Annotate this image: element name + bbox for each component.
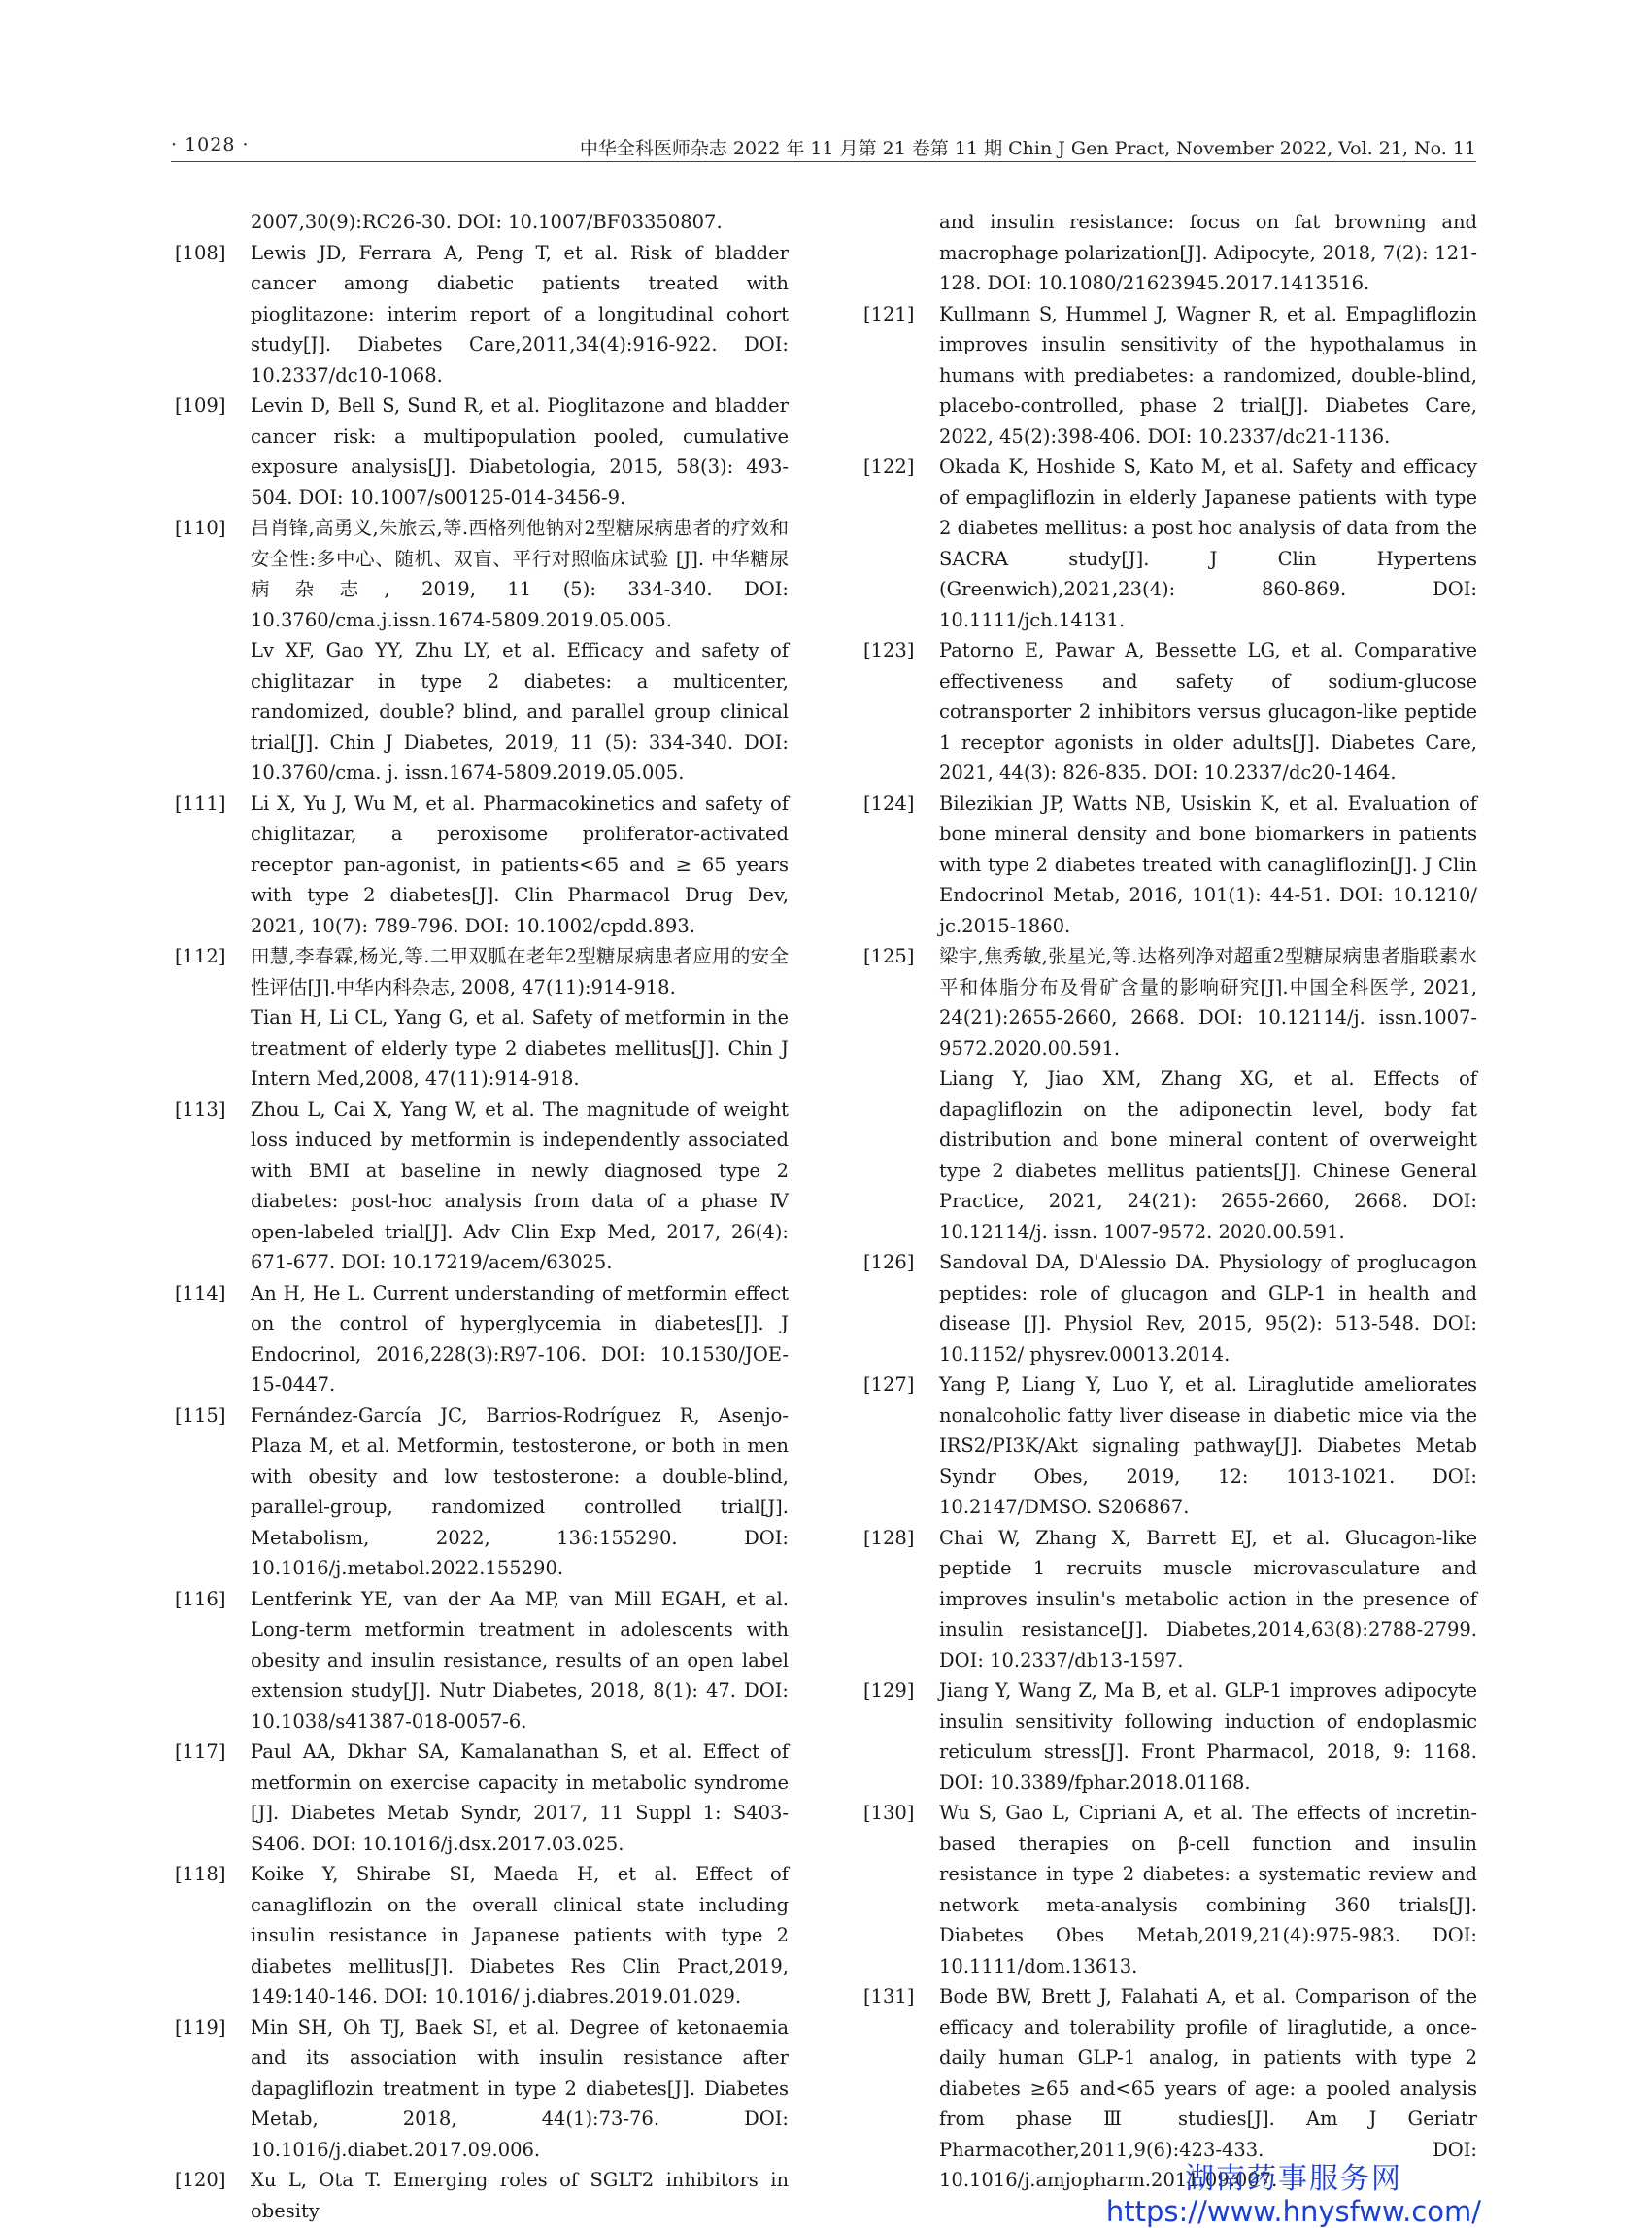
reference-entry xyxy=(863,1063,1477,1247)
reference-entry xyxy=(175,2012,789,2166)
reference-text: Bode BW, Brett J, Falahati A, et al. Comparison of the efficacy and tolerability profile of liraglutide, a once-daily human GLP-1 analog, in patients with type 2 diabetes ≥65 and<65 years of age: a pooled analysis from phase Ⅲ studies[J]. Am J Geriatr Pharmacother,2011,9(6):423-433. DOI: 10.1016/j.amjopharm.2011.09.007. xyxy=(939,1985,1477,2191)
reference-number: [112] xyxy=(175,945,226,967)
reference-number: [126] xyxy=(863,1251,915,1273)
reference-text: Lewis JD, Ferrara A, Peng T, et al. Risk of bladder cancer among diabetic patients treated with pioglitazone: interim report of a longitudinal cohort study[J]. Diabetes Care,2011,34(4):916-922. DOI: 10.2337/dc10-1068. xyxy=(251,241,789,387)
reference-entry xyxy=(175,789,789,942)
reference-text: Lentferink YE, van der Aa MP, van Mill EGAH, et al. Long-term metformin treatment in adolescents with obesity and insulin resistance, results of an open label extension study[J]. Nutr Diabetes, 2018, 8(1): 47. DOI: 10.1038/s41387-018-0057-6. xyxy=(251,1587,789,1733)
reference-entry xyxy=(863,1369,1477,1523)
reference-entry xyxy=(175,1095,789,1278)
reference-entry xyxy=(175,1002,789,1095)
reference-text: Patorno E, Pawar A, Bessette LG, et al. Comparative effectiveness and safety of sodium-glucose cotransporter 2 inhibitors versus glucagon-like peptide 1 receptor agonists in older adults[J]. Diabetes Care, 2021, 44(3): 826-835. DOI: 10.2337/dc20-1464. xyxy=(939,639,1477,784)
reference-number xyxy=(175,1002,251,1095)
running-header xyxy=(171,130,1476,162)
reference-entry xyxy=(863,1675,1477,1798)
reference-number: [115] xyxy=(175,1403,226,1427)
reference-number: [125] xyxy=(863,945,915,967)
reference-number: [117] xyxy=(175,1740,226,1763)
reference-number: [123] xyxy=(863,639,915,661)
reference-text: Li X, Yu J, Wu M, et al. Pharmacokinetics and safety of chiglitazar, a peroxisome proliferator-activated receptor pan-agonist, in patients<65 and ≥ 65 years with type 2 diabetes[J]. Clin Pharmacol Drug Dev, 2021, 10(7): 789-796. DOI: 10.1002/cpdd.893. xyxy=(251,792,789,937)
reference-number: [129] xyxy=(863,1679,915,1702)
reference-entry xyxy=(175,635,789,789)
reference-number: [119] xyxy=(175,2015,226,2039)
reference-entry xyxy=(863,207,1477,299)
reference-number: [113] xyxy=(175,1097,226,1121)
reference-entry xyxy=(863,452,1477,635)
reference-text: Jiang Y, Wang Z, Ma B, et al. GLP-1 improves adipocyte insulin sensitivity following induction of endoplasmic reticulum stress[J]. Front Pharmacol, 2018, 9: 1168. DOI: 10.3389/fphar.2018.01168. xyxy=(939,1679,1477,1794)
reference-text: Kullmann S, Hummel J, Wagner R, et al. Empagliflozin improves insulin sensitivity of the hypothalamus in humans with prediabetes: a randomized, double-blind, placebo-controlled, phase 2 trial[J]. Diabetes Care, 2022, 45(2):398-406. DOI: 10.2337/dc21-1136. xyxy=(939,302,1477,448)
reference-number: [110] xyxy=(175,517,226,539)
reference-number: [128] xyxy=(863,1526,915,1549)
reference-text: 田慧,李春霖,杨光,等.二甲双胍在老年2型糖尿病患者应用的安全性评估[J].中华内科杂志, 2008, 47(11):914-918. xyxy=(251,945,789,998)
site-watermark xyxy=(1106,2154,1481,2228)
reference-text: Min SH, Oh TJ, Baek SI, et al. Degree of ketonaemia and its association with insulin resistance after dapagliflozin treatment in type 2 diabetes[J]. Diabetes Metab, 2018, 44(1):73-76. DOI: 10.1016/j.diabet.2017.09.006. xyxy=(251,2015,789,2161)
reference-number: [122] xyxy=(863,456,915,478)
reference-entry xyxy=(175,2165,789,2226)
watermark-site-name: 湖南药事服务网 xyxy=(1184,2162,1402,2196)
reference-text: Lv XF, Gao YY, Zhu LY, et al. Efficacy and safety of chiglitazar in type 2 diabetes: a multicenter, randomized, double? blind, and parallel group clinical trial[J]. Chin J Diabetes, 2019, 11 (5): 334-340. DOI: 10.3760/cma. j. issn.1674-5809.2019.05.005. xyxy=(251,639,789,784)
reference-entry xyxy=(175,941,789,1002)
reference-text: 梁宇,焦秀敏,张星光,等.达格列净对超重2型糖尿病患者脂联素水平和体脂分布及骨矿含量的影响研究[J].中国全科医学, 2021, 24(21):2655-2660, 2668. DOI: 10.12114/j. issn.1007-9572.2020.00.591. xyxy=(939,945,1477,1060)
reference-number: [109] xyxy=(175,394,226,417)
reference-entry xyxy=(175,207,789,238)
reference-text: Yang P, Liang Y, Luo Y, et al. Liraglutide ameliorates nonalcoholic fatty liver disease in diabetic mice via the IRS2/PI3K/Akt signaling pathway[J]. Diabetes Metab Syndr Obes, 2019, 12: 1013-1021. DOI: 10.2147/DMSO. S206867. xyxy=(939,1373,1477,1518)
reference-number: [127] xyxy=(863,1373,915,1396)
reference-number: [120] xyxy=(175,2169,226,2191)
journal-running-title: 中华全科医师杂志 2022 年 11 月第 21 卷第 11 期 Chin J Gen Pract, November 2022, Vol. 21, No. 11 xyxy=(579,138,1476,159)
reference-entry xyxy=(175,390,789,513)
reference-entry xyxy=(863,1523,1477,1676)
reference-text: Wu S, Gao L, Cipriani A, et al. The effects of incretin-based therapies on β-cell function and insulin resistance in type 2 diabetes: a systematic review and network meta-analysis combining 360 trials[J]. Diabetes Obes Metab,2019,21(4):975-983. DOI: 10.1111/dom.13613. xyxy=(939,1802,1477,1977)
reference-entry xyxy=(863,635,1477,789)
reference-number: [108] xyxy=(175,241,226,264)
reference-entry xyxy=(175,238,789,391)
reference-entry xyxy=(175,1737,789,1859)
reference-number: [111] xyxy=(175,792,226,815)
reference-text: 2007,30(9):RC26-30. DOI: 10.1007/BF03350807. xyxy=(251,211,723,233)
reference-number xyxy=(175,635,251,789)
reference-number: [114] xyxy=(175,1281,226,1304)
reference-text: Zhou L, Cai X, Yang W, et al. The magnitude of weight loss induced by metformin is independently associated with BMI at baseline in newly diagnosed type 2 diabetes: post-hoc analysis from data of a phase Ⅳ open-labeled trial[J]. Adv Clin Exp Med, 2017, 26(4): 671-677. DOI: 10.17219/acem/63025. xyxy=(251,1097,789,1273)
reference-number xyxy=(863,1063,939,1247)
reference-number: [118] xyxy=(175,1863,226,1885)
reference-entry xyxy=(863,1798,1477,1981)
reference-text: An H, He L. Current understanding of metformin effect on the control of hyperglycemia in diabetes[J]. J Endocrinol, 2016,228(3):R97-106. DOI: 10.1530/JOE-15-0447. xyxy=(251,1281,789,1396)
page-number: · 1028 · xyxy=(171,134,250,155)
reference-number xyxy=(863,207,939,299)
reference-entry xyxy=(175,513,789,635)
reference-column-left xyxy=(175,207,789,2226)
reference-text: Tian H, Li CL, Yang G, et al. Safety of metformin in the treatment of elderly type 2 diabetes mellitus[J]. Chin J Intern Med,2008, 47(11):914-918. xyxy=(251,1006,789,1090)
reference-number: [116] xyxy=(175,1587,226,1610)
reference-entry xyxy=(863,299,1477,453)
reference-entry xyxy=(175,1584,789,1738)
reference-text: Fernández-García JC, Barrios-Rodríguez R, Asenjo-Plaza M, et al. Metformin, testosterone, or both in men with obesity and low testosterone: a double-blind, parallel-group, randomized controlled trial[J]. Metabolism, 2022, 136:155290. DOI: 10.1016/j.metabol.2022.155290. xyxy=(251,1403,789,1579)
reference-entry xyxy=(863,789,1477,942)
reference-number xyxy=(175,207,251,238)
reference-entry xyxy=(175,1859,789,2012)
reference-text: 吕肖锋,高勇义,朱旅云,等.西格列他钠对2型糖尿病患者的疗效和安全性:多中心、随机、双盲、平行对照临床试验 [J]. 中华糖尿病杂志, 2019, 11 (5): 334-340. DOI: 10.3760/cma.j.issn.1674-5809.2019.05.005. xyxy=(251,517,789,631)
reference-text: Koike Y, Shirabe SI, Maeda H, et al. Effect of canagliflozin on the overall clinical state including insulin resistance in Japanese patients with type 2 diabetes mellitus[J]. Diabetes Res Clin Pract,2019, 149:140-146. DOI: 10.1016/ j.diabres.2019.01.029. xyxy=(251,1863,789,2008)
reference-text: and insulin resistance: focus on fat browning and macrophage polarization[J]. Adipocyte, 2018, 7(2): 121-128. DOI: 10.1080/21623945.2017.1413516. xyxy=(939,211,1477,294)
reference-entry xyxy=(175,1401,789,1584)
reference-text: Chai W, Zhang X, Barrett EJ, et al. Glucagon-like peptide 1 recruits muscle microvasculature and improves insulin's metabolic action in the presence of insulin resistance[J]. Diabetes,2014,63(8):2788-2799. DOI: 10.2337/db13-1597. xyxy=(939,1526,1477,1671)
reference-number: [131] xyxy=(863,1985,915,2008)
reference-column-right xyxy=(863,207,1477,2196)
reference-text: Paul AA, Dkhar SA, Kamalanathan S, et al. Effect of metformin on exercise capacity in metabolic syndrome [J]. Diabetes Metab Syndr, 2017, 11 Suppl 1: S403-S406. DOI: 10.1016/j.dsx.2017.03.025. xyxy=(251,1740,789,1855)
reference-entry xyxy=(863,941,1477,1063)
reference-text: Bilezikian JP, Watts NB, Usiskin K, et al. Evaluation of bone mineral density and bone biomarkers in patients with type 2 diabetes treated with canagliflozin[J]. J Clin Endocrinol Metab, 2016, 101(1): 44-51. DOI: 10.1210/ jc.2015-1860. xyxy=(939,792,1477,937)
reference-text: Liang Y, Jiao XM, Zhang XG, et al. Effects of dapagliflozin on the adiponectin level, body fat distribution and bone mineral content of overweight type 2 diabetes mellitus patients[J]. Chinese General Practice, 2021, 24(21): 2655-2660, 2668. DOI: 10.12114/j. issn. 1007-9572. 2020.00.591. xyxy=(939,1067,1477,1243)
reference-number: [130] xyxy=(863,1802,915,1824)
reference-text: Sandoval DA, D'Alessio DA. Physiology of proglucagon peptides: role of glucagon and GLP-1 in health and disease [J]. Physiol Rev, 2015, 95(2): 513-548. DOI: 10.1152/ physrev.00013.2014. xyxy=(939,1251,1477,1366)
reference-text: Okada K, Hoshide S, Kato M, et al. Safety and efficacy of empagliflozin in elderly Japanese patients with type 2 diabetes mellitus: a post hoc analysis of data from the SACRA study[J]. J Clin Hypertens (Greenwich),2021,23(4): 860-869. DOI: 10.1111/jch.14131. xyxy=(939,456,1477,631)
reference-number: [124] xyxy=(863,792,915,815)
reference-text: Levin D, Bell S, Sund R, et al. Pioglitazone and bladder cancer risk: a multipopulation pooled, cumulative exposure analysis[J]. Diabetologia, 2015, 58(3): 493-504. DOI: 10.1007/s00125-014-3456-9. xyxy=(251,394,789,509)
watermark-url[interactable]: https://www.hnysfww.com/ xyxy=(1105,2195,1481,2228)
reference-number: [121] xyxy=(863,302,915,325)
reference-entry xyxy=(175,1278,789,1401)
reference-text: Xu L, Ota T. Emerging roles of SGLT2 inhibitors in obesity xyxy=(251,2169,789,2222)
reference-entry xyxy=(863,1247,1477,1369)
